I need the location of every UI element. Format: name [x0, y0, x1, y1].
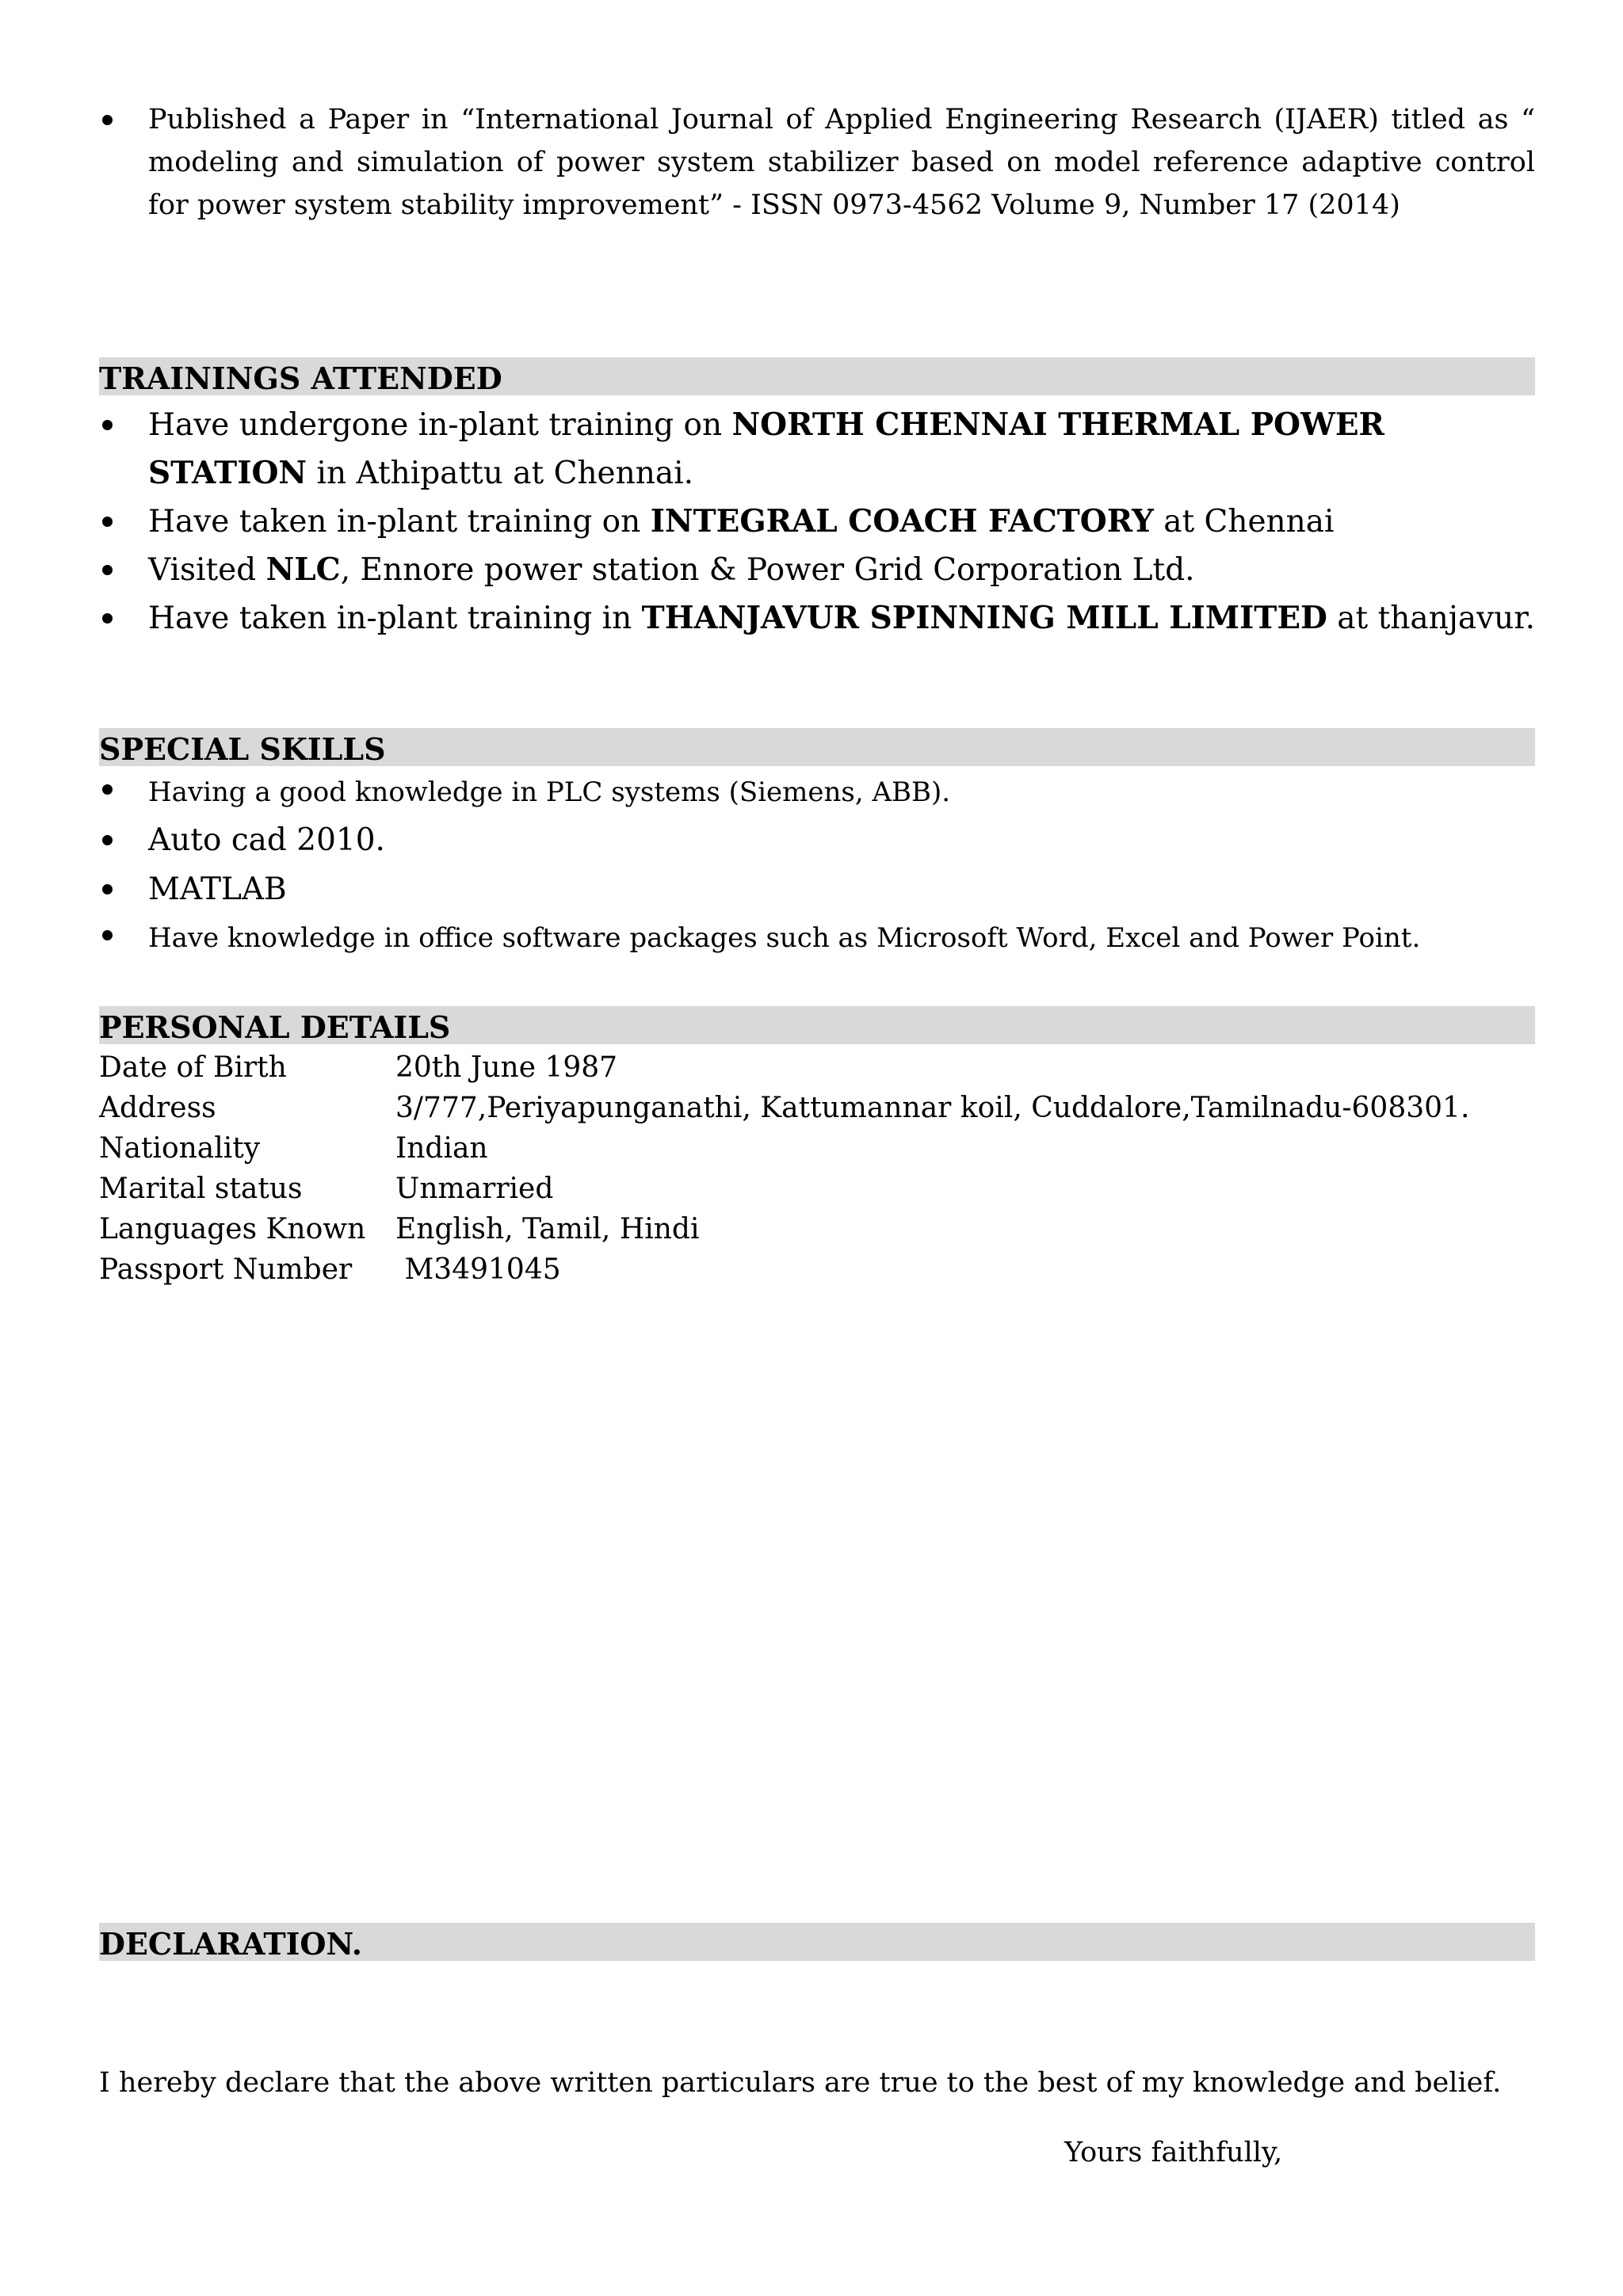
- detail-row: Address 3/777,Periyapunganathi, Kattumannar koil, Cuddalore,Tamilnadu-608301.: [99, 1092, 1470, 1124]
- list-item: Having a good knowledge in PLC systems (Siemens, ABB).: [99, 769, 1535, 816]
- detail-row: Date of Birth 20th June 1987: [99, 1051, 618, 1084]
- publication-section: [99, 98, 1535, 227]
- trainings-heading: TRAININGS ATTENDED: [99, 360, 502, 396]
- skills-heading: SPECIAL SKILLS: [99, 731, 386, 767]
- declaration-text: I hereby declare that the above written particulars are true to the best of my knowledge and belief.: [99, 2067, 1502, 2099]
- trainings-section: [99, 401, 1535, 643]
- bullet-icon: [102, 420, 113, 430]
- list-item: MATLAB: [99, 865, 1535, 914]
- trainings-list: [99, 401, 1535, 643]
- bullet-icon: [102, 565, 113, 575]
- declaration-heading: DECLARATION.: [99, 1926, 363, 1962]
- bullet-icon: [102, 784, 113, 795]
- bullet-icon: [102, 835, 113, 845]
- skills-section: [99, 769, 1535, 962]
- personal-heading: PERSONAL DETAILS: [99, 1009, 451, 1045]
- list-item: Have knowledge in office software packages such as Microsoft Word, Excel and Power Point.: [99, 914, 1535, 962]
- list-item: Visited NLC, Ennore power station & Power Grid Corporation Ltd.: [99, 546, 1535, 594]
- list-item: Have taken in-plant training on INTEGRAL COACH FACTORY at Chennai: [99, 498, 1535, 546]
- detail-row: Marital status Unmarried: [99, 1173, 554, 1205]
- list-item: Auto cad 2010.: [99, 816, 1535, 865]
- detail-row: Nationality Indian: [99, 1132, 488, 1165]
- list-item: Have undergone in-plant training on NORTH CHENNAI THERMAL POWER STATION in Athipattu at Chennai.: [99, 401, 1535, 498]
- publication-text: Published a Paper in “International Journal of Applied Engineering Research (IJAER) titled as “ modeling and simulation of power system stabilizer based on model reference adaptive control for power system stability improvement” - ISSN 0973-4562 Volume 9, Number 17 (2014): [148, 104, 1535, 221]
- bullet-icon: [102, 517, 113, 527]
- list-item: [99, 98, 1535, 227]
- trainings-heading-bar: [99, 357, 1535, 395]
- bullet-icon: [102, 884, 113, 894]
- publication-list: [99, 98, 1535, 227]
- bullet-icon: [102, 115, 113, 125]
- bullet-icon: [102, 613, 113, 624]
- skills-heading-bar: [99, 728, 1535, 766]
- detail-row: Passport Number M3491045: [99, 1253, 561, 1286]
- personal-details: [99, 1047, 1535, 1290]
- bullet-icon: [102, 930, 113, 940]
- signoff: Yours faithfully,: [1064, 2137, 1283, 2168]
- personal-heading-bar: [99, 1006, 1535, 1044]
- skills-list: [99, 769, 1535, 962]
- declaration-heading-bar: [99, 1923, 1535, 1961]
- list-item: Have taken in-plant training in THANJAVUR SPINNING MILL LIMITED at thanjavur.: [99, 594, 1535, 643]
- detail-row: Languages Known English, Tamil, Hindi: [99, 1213, 700, 1245]
